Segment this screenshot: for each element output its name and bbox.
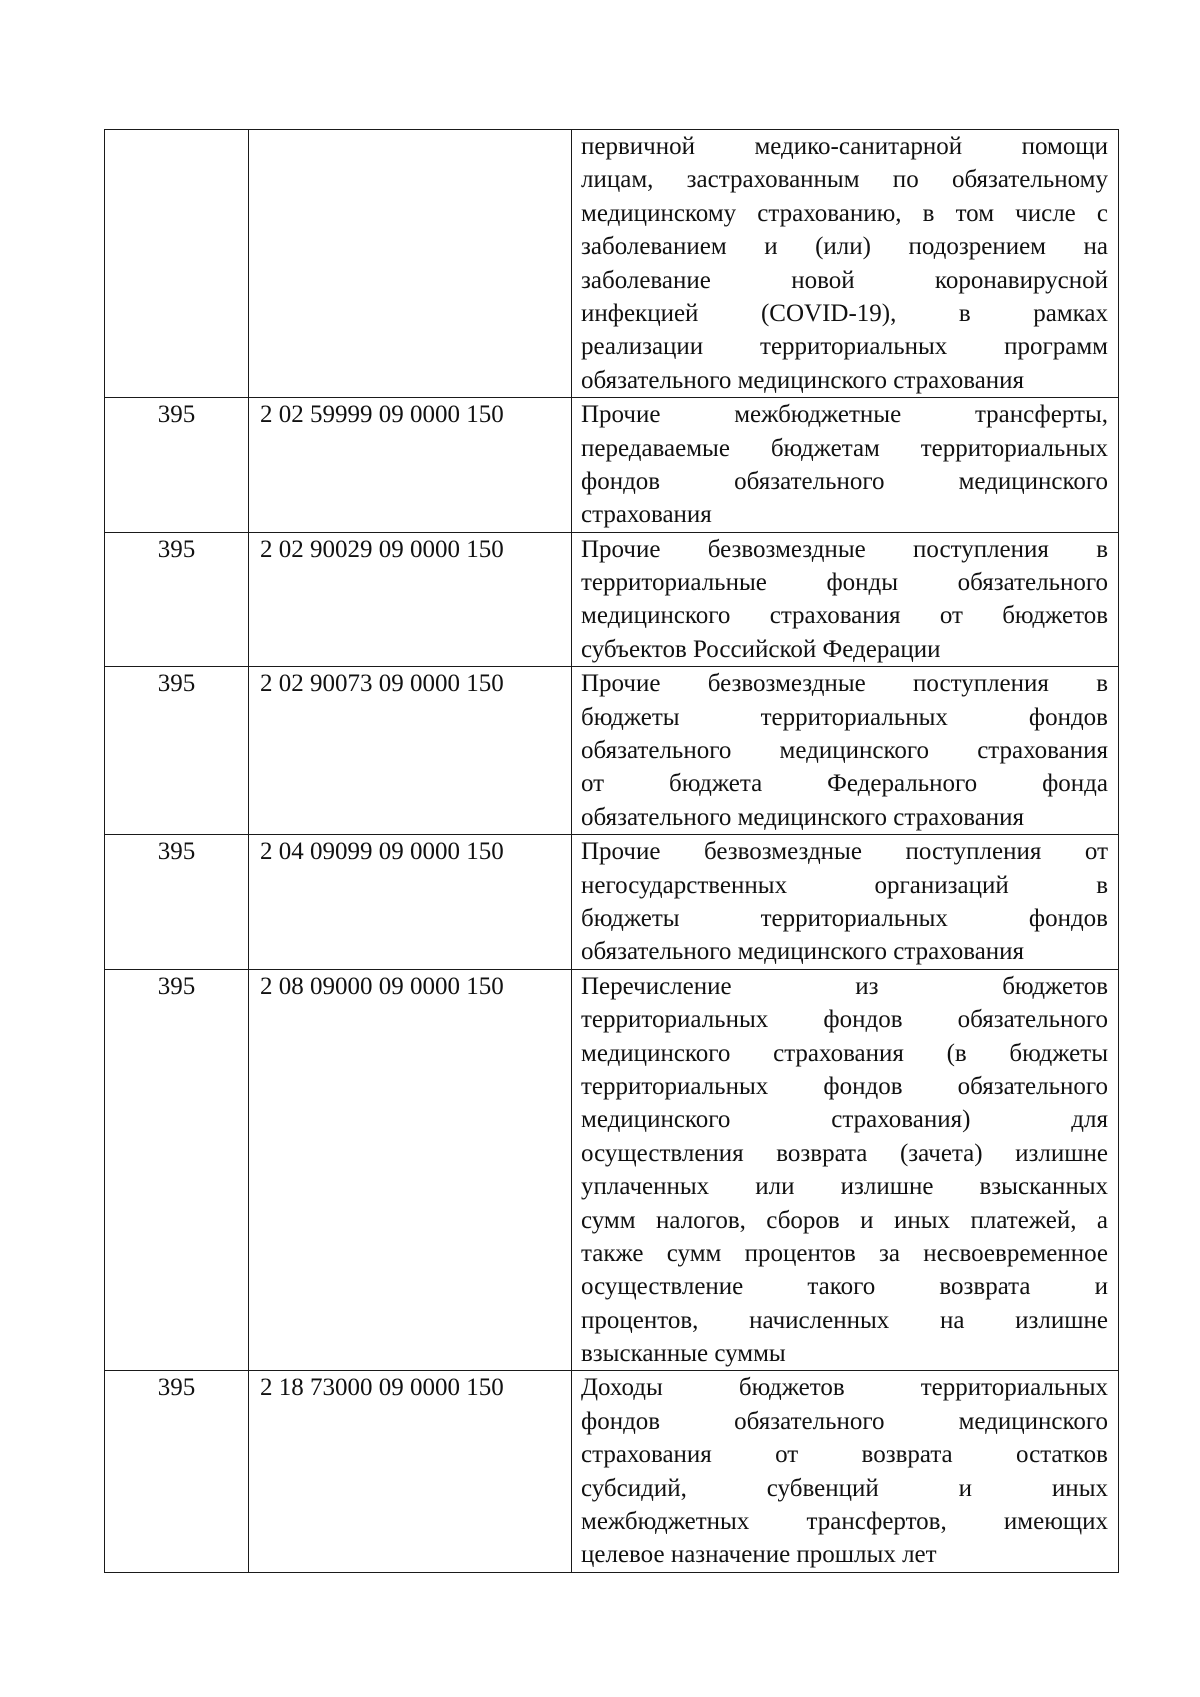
table-row <box>105 532 1119 667</box>
revenue-name-line: взысканные суммы <box>581 1340 786 1368</box>
revenue-name-cell <box>572 532 1119 667</box>
revenue-name-line: Прочие безвозмездные поступления в <box>581 535 1108 563</box>
revenue-name-line: негосударственных организаций в <box>581 871 1108 899</box>
table-row <box>105 667 1119 835</box>
revenue-name-line: обязательного медицинского страхования <box>581 737 1108 765</box>
budget-classification-code-cell: 2 08 09000 09 0000 150 <box>249 969 572 1371</box>
table-row <box>105 130 1119 398</box>
admin-code-cell: 395 <box>105 969 249 1371</box>
revenue-name-line: заболеванием и (или) подозрением на <box>581 233 1108 261</box>
revenue-name-line: медицинского страхования) для <box>581 1106 1108 1134</box>
revenue-name-line: осуществления возврата (зачета) излишне <box>581 1139 1108 1167</box>
admin-code-cell: 395 <box>105 398 249 533</box>
admin-code-cell: 395 <box>105 1371 249 1572</box>
revenue-name-cell <box>572 835 1119 970</box>
revenue-name-line: осуществление такого возврата и <box>581 1273 1108 1301</box>
revenue-name-line: медицинскому страхованию, в том числе с <box>581 199 1108 227</box>
admin-code-cell: 395 <box>105 532 249 667</box>
revenue-name-line: бюджеты территориальных фондов <box>581 904 1108 932</box>
budget-classification-code-cell <box>249 130 572 398</box>
revenue-name-line: обязательного медицинского страхования <box>581 938 1025 966</box>
revenue-name-line: фондов обязательного медицинского <box>581 1407 1108 1435</box>
revenue-name-line: обязательного медицинского страхования <box>581 366 1025 394</box>
table-row <box>105 835 1119 970</box>
revenue-name-cell <box>572 398 1119 533</box>
revenue-name-cell <box>572 969 1119 1371</box>
budget-classification-code-cell: 2 02 90073 09 0000 150 <box>249 667 572 835</box>
revenue-name-line: территориальных фондов обязательного <box>581 1072 1108 1100</box>
revenue-name-line: сумм налогов, сборов и иных платежей, а <box>581 1206 1108 1234</box>
table-row <box>105 969 1119 1371</box>
revenue-name-line: территориальных фондов обязательного <box>581 1006 1108 1034</box>
revenue-name-line: первичной медико-санитарной помощи <box>581 133 1108 160</box>
budget-classification-code-cell: 2 02 90029 09 0000 150 <box>249 532 572 667</box>
admin-code-cell: 395 <box>105 835 249 970</box>
revenue-name-line: также сумм процентов за несвоевременное <box>581 1239 1108 1267</box>
revenue-name-line: процентов, начисленных на излишне <box>581 1306 1108 1334</box>
revenue-name-line: лицам, застрахованным по обязательному <box>581 166 1108 194</box>
revenue-name-line: медицинского страхования от бюджетов <box>581 602 1108 630</box>
revenue-name-line: от бюджета Федерального фонда <box>581 770 1108 798</box>
revenue-name-line: страхования <box>581 501 712 529</box>
revenue-name-line: фондов обязательного медицинского <box>581 467 1108 495</box>
table-row <box>105 398 1119 533</box>
revenue-name-line: территориальные фонды обязательного <box>581 569 1108 597</box>
budget-revenue-table <box>104 129 1119 1573</box>
revenue-name-line: передаваемые бюджетам территориальных <box>581 434 1108 462</box>
revenue-name-line: Прочие межбюджетные трансферты, <box>581 401 1108 429</box>
revenue-name-line: Перечисление из бюджетов <box>581 972 1108 1000</box>
revenue-name-line: Прочие безвозмездные поступления в <box>581 670 1108 698</box>
revenue-name-line: реализации территориальных программ <box>581 333 1108 361</box>
revenue-name-line: страхования от возврата остатков <box>581 1441 1108 1469</box>
revenue-name-line: медицинского страхования (в бюджеты <box>581 1039 1108 1067</box>
revenue-name-line: Доходы бюджетов территориальных <box>581 1374 1108 1402</box>
revenue-name-cell <box>572 1371 1119 1572</box>
revenue-name-cell <box>572 130 1119 398</box>
revenue-name-line: субсидий, субвенций и иных <box>581 1474 1108 1502</box>
revenue-name-cell <box>572 667 1119 835</box>
revenue-name-line: уплаченных или излишне взысканных <box>581 1173 1108 1201</box>
revenue-name-line: межбюджетных трансфертов, имеющих <box>581 1508 1108 1536</box>
revenue-name-line: обязательного медицинского страхования <box>581 803 1025 831</box>
admin-code-cell <box>105 130 249 398</box>
revenue-name-line: Прочие безвозмездные поступления от <box>581 838 1108 866</box>
revenue-name-line: субъектов Российской Федерации <box>581 635 941 663</box>
revenue-name-line: бюджеты территориальных фондов <box>581 703 1108 731</box>
revenue-name-line: инфекцией (COVID-19), в рамках <box>581 299 1108 327</box>
budget-classification-code-cell: 2 18 73000 09 0000 150 <box>249 1371 572 1572</box>
table-body <box>105 130 1119 1573</box>
revenue-name-line: заболевание новой коронавирусной <box>581 266 1108 294</box>
table-row <box>105 1371 1119 1572</box>
budget-classification-code-cell: 2 04 09099 09 0000 150 <box>249 835 572 970</box>
budget-classification-code-cell: 2 02 59999 09 0000 150 <box>249 398 572 533</box>
revenue-name-line: целевое назначение прошлых лет <box>581 1541 937 1569</box>
admin-code-cell: 395 <box>105 667 249 835</box>
